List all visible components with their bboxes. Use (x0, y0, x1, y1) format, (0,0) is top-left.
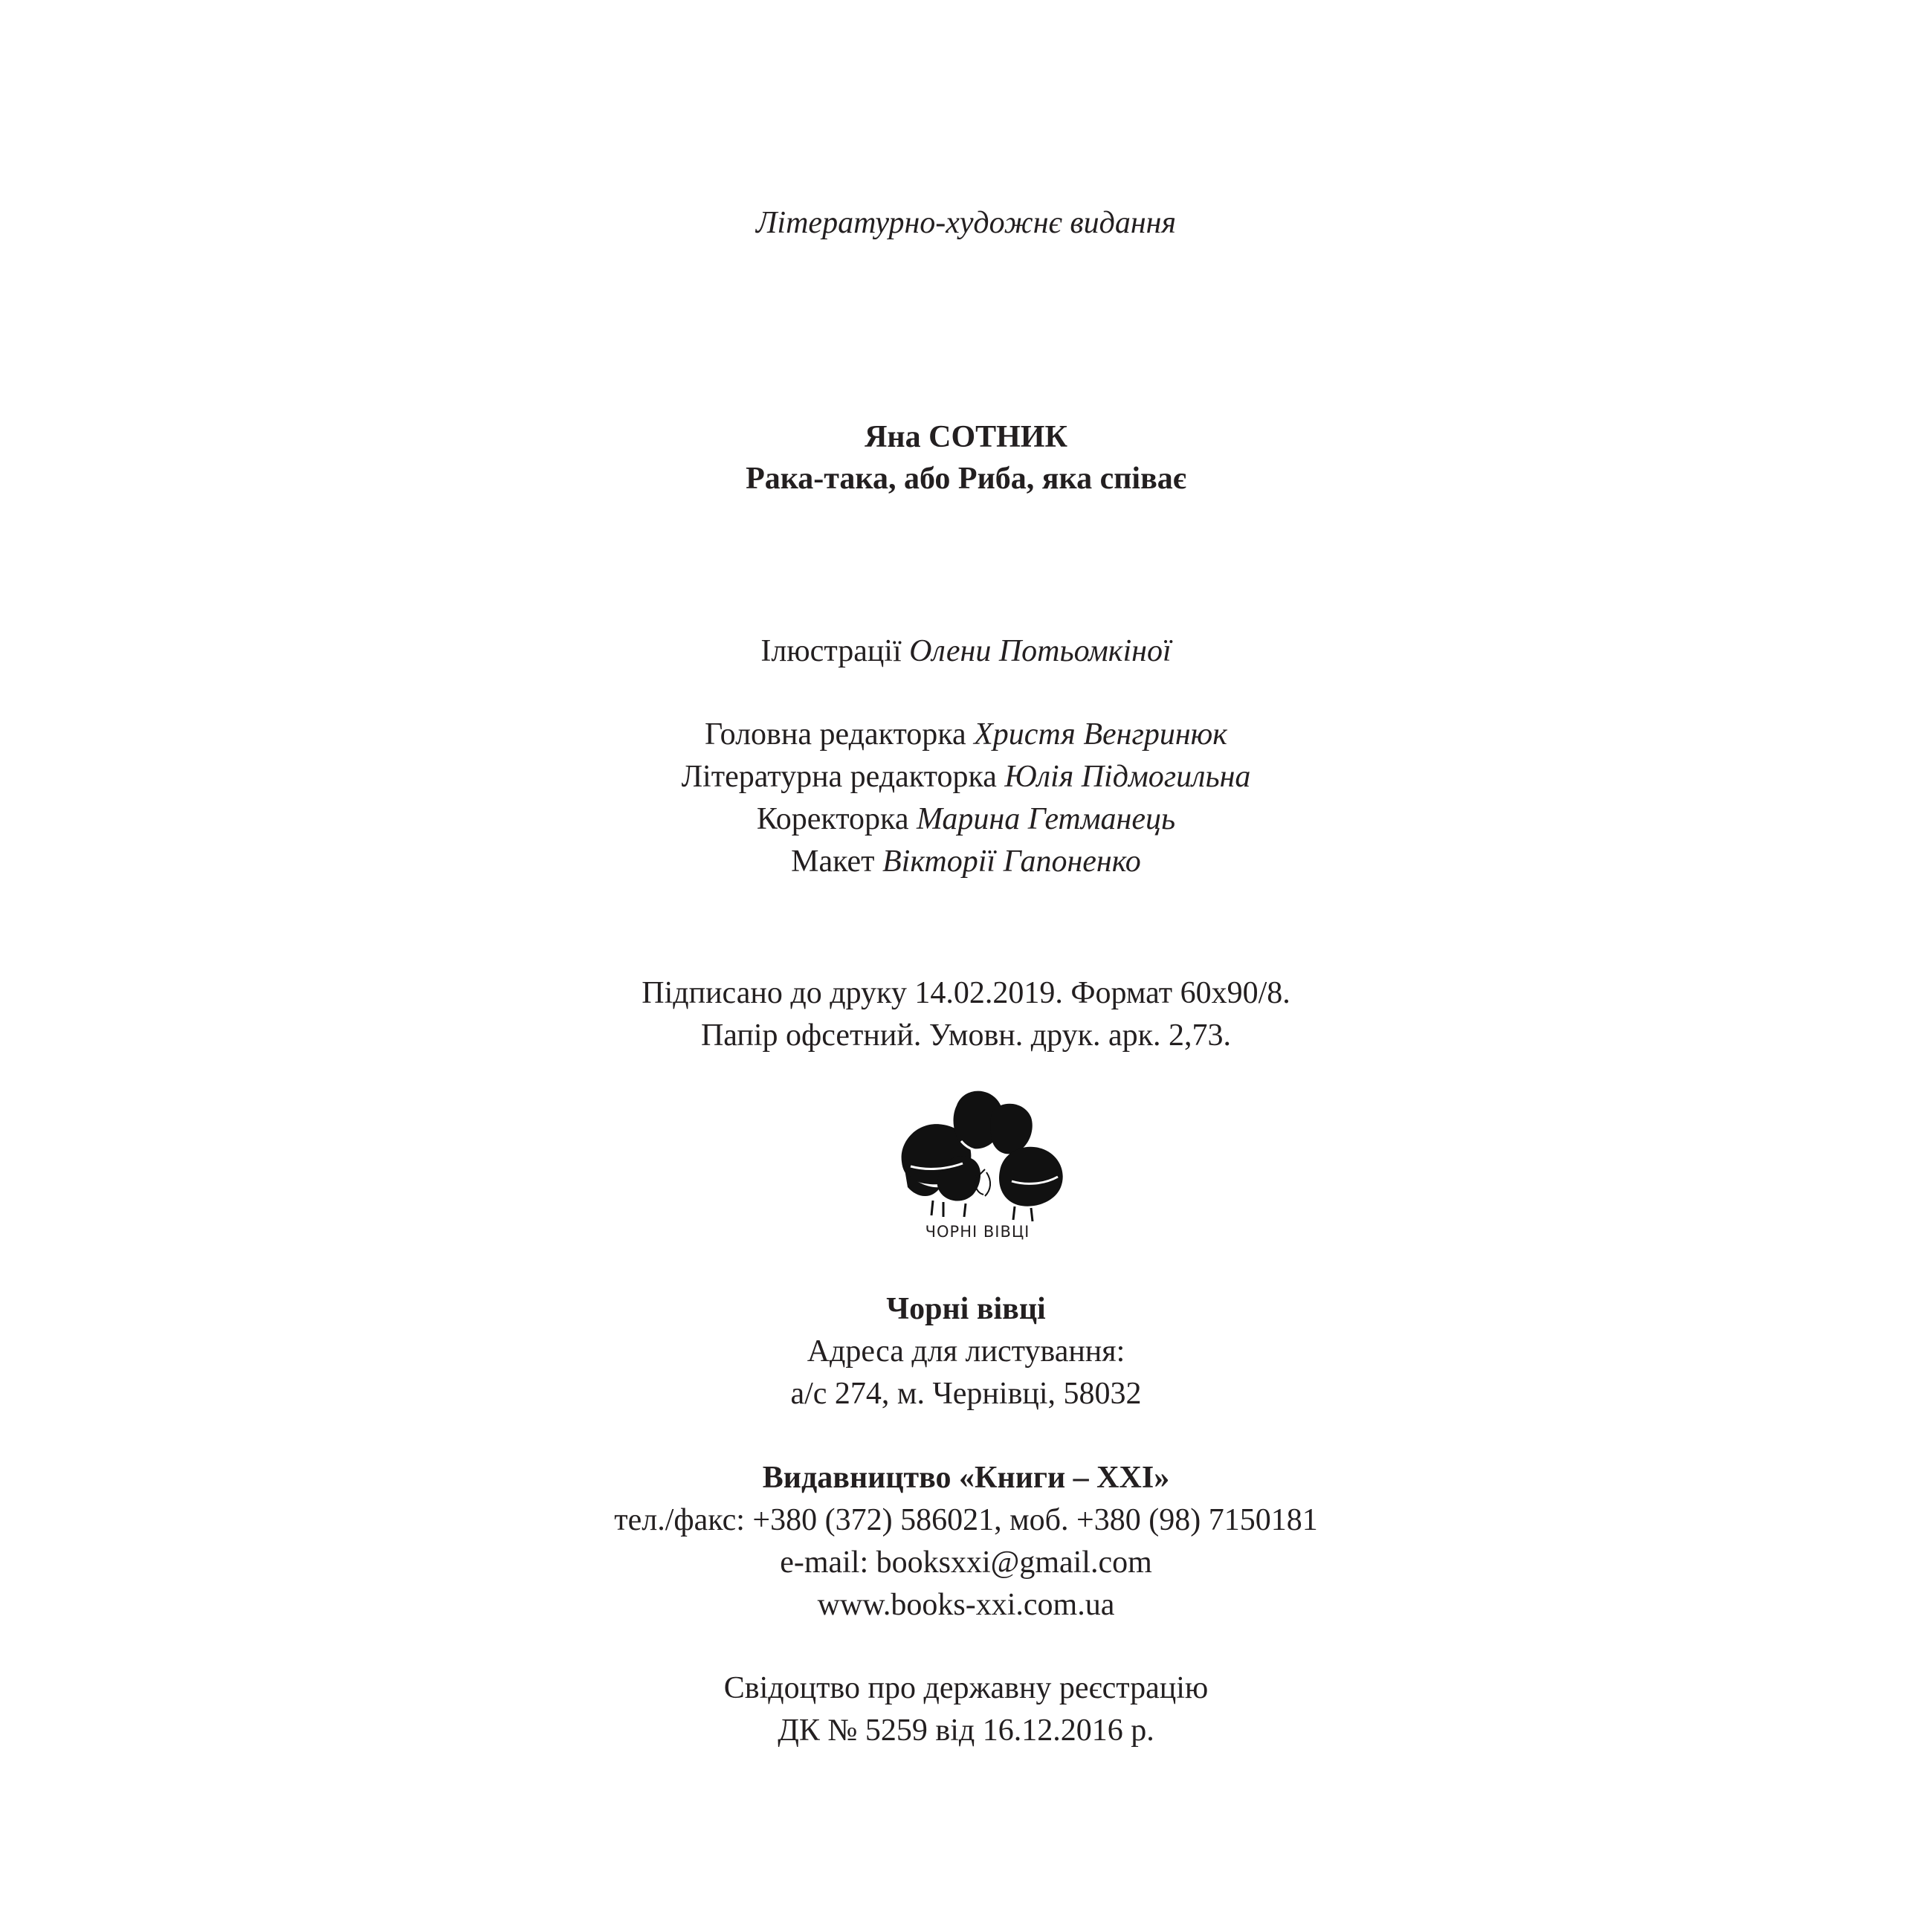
edition-type: Літературно-художнє видання (755, 206, 1177, 240)
credit-person: Марина Гетманець (916, 802, 1176, 836)
credit-person: Вікторії Гапоненко (882, 844, 1141, 879)
credit-person: Юлія Підмогильна (1004, 760, 1251, 794)
credit-layout (0, 841, 1932, 882)
credit-person: Олени Потьомкіної (909, 634, 1172, 668)
credit-chief-editor (0, 714, 1932, 755)
sheep-body (999, 1147, 1063, 1206)
credit-person: Христя Венгринюк (974, 717, 1227, 752)
credit-role: Головна редакторка (705, 717, 966, 752)
registration-line-1: Свідоцтво про державну реєстрацію (723, 1671, 1209, 1705)
logo-caption: ЧОРНІ ВІВЦІ (925, 1223, 1030, 1241)
address-label: Адреса для листування: (807, 1334, 1125, 1369)
print-info-line-1: Підписано до друку 14.02.2019. Формат 60х90/8. (642, 976, 1290, 1010)
publisher-website: www.books-xxi.com.ua (817, 1588, 1115, 1622)
imprint-name: Чорні вівці (886, 1292, 1046, 1326)
credit-role: Коректорка (756, 802, 909, 836)
registration-line-2: ДК № 5259 від 16.12.2016 р. (778, 1713, 1154, 1748)
credit-role: Літературна редакторка (681, 760, 997, 794)
credit-proofreader (0, 798, 1932, 840)
publisher-name: Видавництво «Книги – XXI» (762, 1461, 1170, 1495)
postal-address: а/с 274, м. Чернівці, 58032 (790, 1377, 1142, 1411)
credit-literary-editor (0, 756, 1932, 798)
publisher-email: e-mail: booksxxi@gmail.com (780, 1545, 1152, 1580)
author-name: Яна СОТНИК (865, 420, 1067, 454)
credit-role: Макет (791, 844, 875, 879)
credit-illustrations (0, 630, 1932, 672)
credit-role: Ілюстрації (760, 634, 902, 668)
publisher-phones: тел./факс: +380 (372) 586021, моб. +380 (98) 7150181 (614, 1503, 1318, 1537)
book-title: Рака-така, або Риба, яка співає (746, 462, 1186, 496)
print-info-line-2: Папір офсетний. Умовн. друк. арк. 2,73. (700, 1018, 1232, 1053)
sheep-body (991, 1104, 1033, 1154)
